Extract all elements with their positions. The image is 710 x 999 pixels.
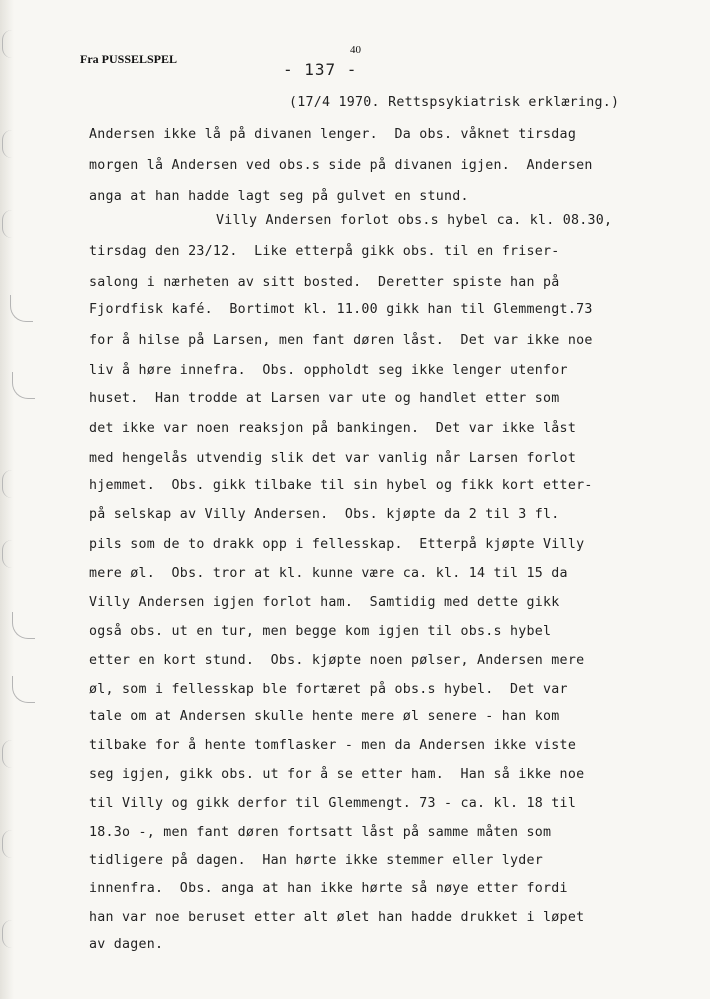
punch-hole-mark [12,676,35,703]
text-line: for å hilse på Larsen, men fant døren låst. Det var ikke noe [89,333,593,348]
text-line: han var noe beruset etter alt ølet han hadde drukket i løpet [89,910,585,925]
binder-mark [2,920,15,948]
text-line: på selskap av Villy Andersen. Obs. kjøpte da 2 til 3 fl. [89,507,560,522]
text-line: Villy Andersen igjen forlot ham. Samtidig med dette gikk [89,595,560,610]
text-line: øl, som i fellesskap ble fortæret på obs.s hybel. Det var [89,682,568,697]
binder-mark [2,470,15,498]
text-line: til Villy og gikk derfor til Glemmengt. 73 - ca. kl. 18 til [89,796,577,811]
text-line: tale om at Andersen skulle hente mere øl senere - han kom [89,709,560,724]
text-line: morgen lå Andersen ved obs.s side på divanen igjen. Andersen [89,158,593,173]
text-line: huset. Han trodde at Larsen var ute og handlet etter som [89,391,560,406]
paragraph-start-line: Villy Andersen forlot obs.s hybel ca. kl. 08.30, [216,213,613,228]
text-line: liv å høre innefra. Obs. oppholdt seg ikke lenger utenfor [89,363,568,378]
binder-mark [2,30,15,58]
text-line: Fjordfisk kafé. Bortimot kl. 11.00 gikk han til Glemmengt.73 [89,302,593,317]
binder-mark [2,540,15,568]
text-line: med hengelås utvendig slik det var vanlig når Larsen forlot [89,451,577,466]
text-line: av dagen. [89,937,164,952]
binder-mark [2,130,15,158]
text-line: mere øl. Obs. tror at kl. kunne være ca. kl. 14 til 15 da [89,566,568,581]
text-line: hjemmet. Obs. gikk tilbake til sin hybel og fikk kort etter- [89,478,593,493]
text-line: anga at han hadde lagt seg på gulvet en stund. [89,189,469,204]
punch-hole-mark [12,372,35,399]
binder-mark [2,210,15,238]
text-line: 18.3o -, men fant døren fortsatt låst på samme måten som [89,825,552,840]
binder-mark [2,740,15,768]
sheet-number: 40 [350,44,361,56]
text-line: det ikke var noen reaksjon på bankingen. Det var ikke låst [89,421,577,436]
text-line: tidligere på dagen. Han hørte ikke stemmer eller lyder [89,853,544,868]
date-reference-line: (17/4 1970. Rettspsykiatrisk erklæring.) [289,95,620,110]
text-line: tirsdag den 23/12. Like etterpå gikk obs. til en friser- [89,244,560,259]
text-line: også obs. ut en tur, men begge kom igjen til obs.s hybel [89,624,552,639]
binder-mark [2,830,15,858]
text-line: tilbake for å hente tomflasker - men da Andersen ikke viste [89,738,577,753]
text-line: Andersen ikke lå på divanen lenger. Da obs. våknet tirsdag [89,127,577,142]
punch-hole-mark [12,612,35,639]
source-label: Fra PUSSELSPEL [80,52,178,66]
text-line: seg igjen, gikk obs. ut for å se etter ham. Han så ikke noe [89,767,585,782]
text-line: pils som de to drakk opp i fellesskap. Etterpå kjøpte Villy [89,537,585,552]
text-line: etter en kort stund. Obs. kjøpte noen pølser, Andersen mere [89,653,585,668]
text-line: salong i nærheten av sitt bosted. Deretter spiste han på [89,275,560,290]
text-line: innenfra. Obs. anga at han ikke hørte så nøye etter fordi [89,881,568,896]
page-number: - 137 - [283,60,358,79]
